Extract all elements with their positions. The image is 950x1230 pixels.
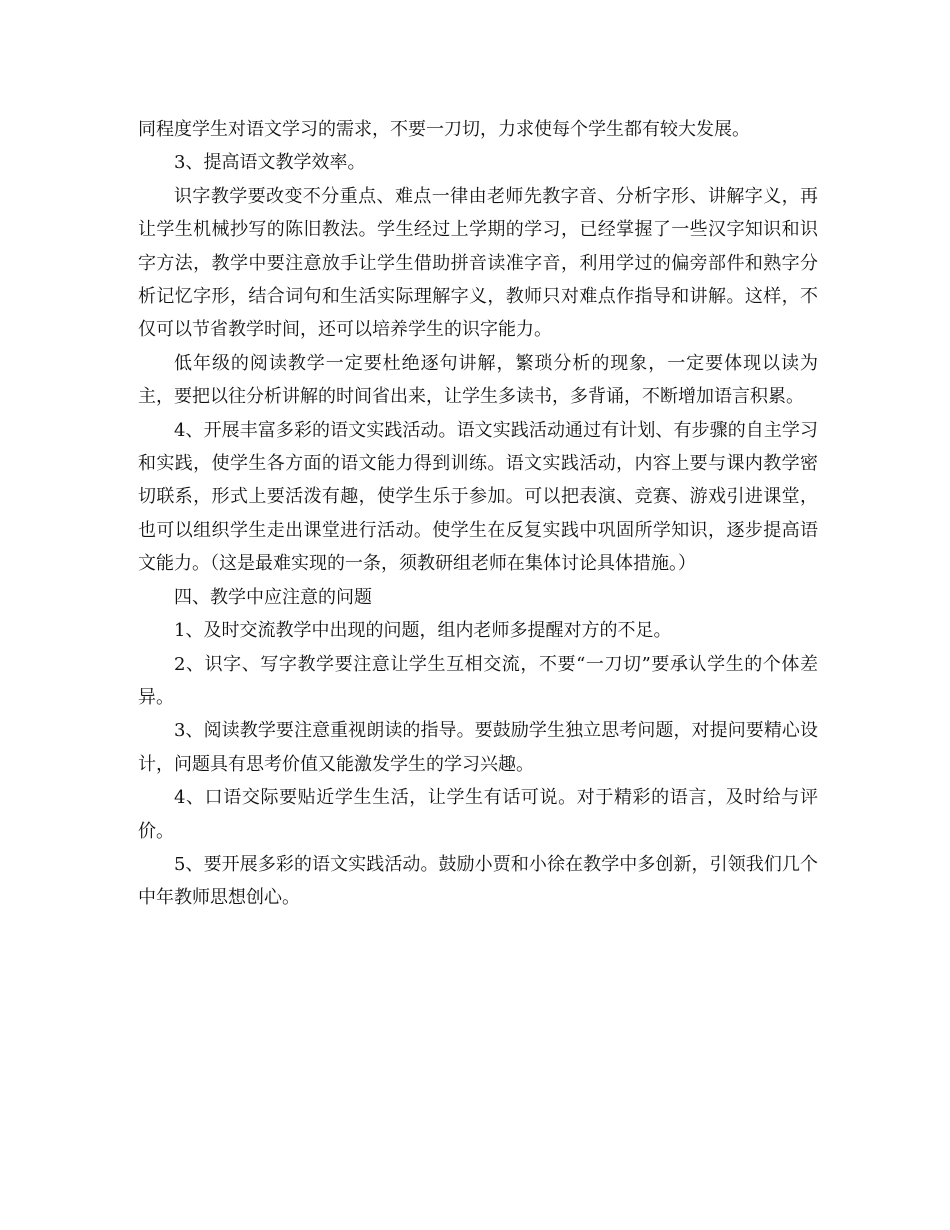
- issue-item-1: 1、及时交流教学中出现的问题，组内老师多提醒对方的不足。: [174, 620, 672, 642]
- issue-item-3: 3、阅读教学要注意重视朗读的指导。要鼓励学生独立思考问题，对提问要精心设计，问题具有思考价值又能激发学生的学习兴趣。: [138, 720, 818, 775]
- section-heading-issues: 四、教学中应注意的问题: [174, 586, 372, 608]
- document-body: [138, 113, 818, 915]
- issue-item-2: 2、识字、写字教学要注意让学生互相交流，不要“一刀切”要承认学生的个体差异。: [138, 653, 818, 708]
- issue-item-4: 4、口语交际要贴近学生生活，让学生有话可说。对于精彩的语言，及时给与评价。: [138, 787, 818, 842]
- paragraph-continuation: 同程度学生对语文学习的需求，不要一刀切，力求使每个学生都有较大发展。: [138, 119, 750, 140]
- paragraph-reading-teaching: 低年级的阅读教学一定要杜绝逐句讲解，繁琐分析的现象，一定要体现以读为主，要把以往分析讲解的时间省出来，让学生多读书，多背诵，不断增加语言积累。: [138, 352, 818, 408]
- paragraph-item-4-activities: 4、开展丰富多彩的语文实践活动。语文实践活动通过有计划、有步骤的自主学习和实践，使学生各方面的语文能力得到训练。语文实践活动，内容上要与课内教学密切联系，形式上要活泼有趣，使学生乐于参加。可以把表演、竞赛、游戏引进课堂，也可以组织学生走出课堂进行活动。使学生在反复实践中巩固所学知识，逐步提高语文能力。（这是最难实现的一条，须教研组老师在集体讨论具体措施。）: [138, 419, 818, 575]
- paragraph-literacy-teaching: 识字教学要改变不分重点、难点一律由老师先教字音、分析字形、讲解字义，再让学生机械抄写的陈旧教法。学生经过上学期的学习，已经掌握了一些汉字知识和识字方法，教学中要注意放手让学生借助拼音读准字音，利用学过的偏旁部件和熟字分析记忆字形，结合词句和生活实际理解字义，教师只对难点作指导和讲解。这样，不仅可以节省教学时间，还可以培养学生的识字能力。: [138, 185, 818, 341]
- paragraph-item-3-efficiency: 3、提高语文教学效率。: [174, 152, 366, 174]
- issue-item-5: 5、要开展多彩的语文实践活动。鼓励小贾和小徐在教学中多创新，引领我们几个中年教师思想创心。: [138, 853, 818, 909]
